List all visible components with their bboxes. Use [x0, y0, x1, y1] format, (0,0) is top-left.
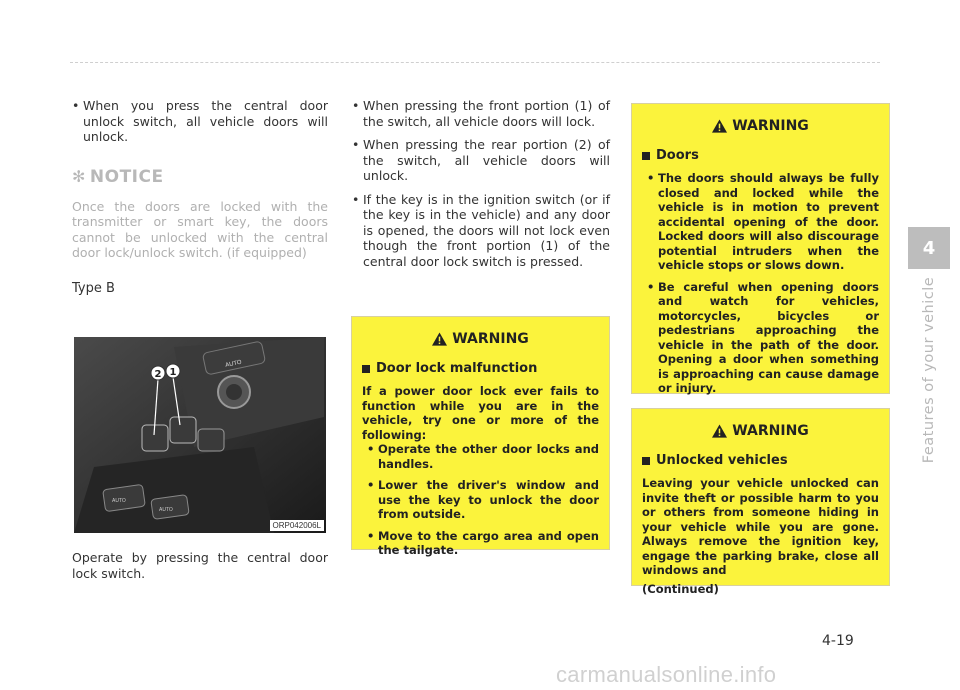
asterisk-icon: ✻ — [72, 166, 86, 186]
notice-title: NOTICE — [89, 166, 164, 187]
chapter-title-text: Features of your vehicle — [921, 276, 937, 464]
door-switch-photo — [74, 337, 326, 533]
watermark: carmanualsonline.info — [556, 662, 777, 687]
page-number: 4-19 — [822, 633, 854, 649]
image-code: ORP042006L — [270, 520, 324, 531]
warning-triangle-icon — [712, 424, 727, 438]
type-label: Type B — [72, 280, 115, 296]
warning-body: Leaving your vehicle unlocked can invite theft or possible harm to you or others from someone hiding in your vehicle while you are gone. Always remove the ignition key, engage the parking brake, close all windows and — [642, 476, 879, 577]
chapter-title-vertical — [908, 276, 950, 464]
chapter-number-badge: 4 — [908, 227, 950, 269]
warning-bullet: • Be careful when opening doors and watch for vehicles, motorcycles, bicycles or pedestrians approaching the vehicle in the path of the door. Opening a door when something is approaching can cause damage or injury. — [642, 280, 879, 396]
photo-caption: Operate by pressing the central door lock switch. — [72, 550, 328, 581]
warning-subtitle-text: Doors — [656, 148, 699, 163]
warning-bullets — [642, 171, 879, 396]
notice-text: Once the doors are locked with the transmitter or smart key, the doors cannot be unlocked with the central door lock/unlock switch. (if equipped) — [72, 198, 328, 260]
square-bullet-icon — [642, 457, 650, 465]
warning-bullet: • Operate the other door locks and handles. — [362, 442, 599, 471]
bullet-key-in-ignition: • If the key is in the ignition switch (or if the key is in the vehicle) and any door is opened, the doors will not lock even though the front portion (1) of the central door lock switch is pressed. — [352, 192, 610, 270]
svg-text:AUTO: AUTO — [159, 507, 173, 513]
warning-box-door-lock-malfunction — [351, 316, 610, 557]
bullet-front-portion: • When pressing the front portion (1) of the switch, all vehicle doors will lock. — [352, 98, 610, 129]
warning-bullet: • The doors should always be fully closed and locked while the vehicle is in motion to prevent accidental opening of the door. Locked doors will also discourage potential intruders when the vehicle stops or slows down. — [642, 171, 879, 273]
warning-bullet: • Lower the driver's window and use the key to unlock the door from outside. — [362, 478, 599, 522]
bullet-rear-portion: • When pressing the rear portion (2) of the switch, all vehicle doors will unlock. — [352, 137, 610, 184]
warning-triangle-icon — [712, 119, 727, 133]
warning-subtitle-text: Unlocked vehicles — [656, 453, 788, 468]
top-divider — [70, 62, 880, 63]
notice-heading — [72, 167, 328, 187]
warning-box-doors — [631, 103, 890, 394]
warning-heading — [642, 423, 879, 439]
warning-title: WARNING — [732, 423, 809, 439]
warning-box-unlocked-vehicles — [631, 408, 890, 596]
svg-text:AUTO: AUTO — [224, 359, 243, 369]
warning-bullet: • Move to the cargo area and open the tailgate. — [362, 529, 599, 558]
warning-subtitle — [642, 453, 879, 468]
warning-subtitle — [642, 148, 879, 163]
square-bullet-icon — [362, 365, 370, 373]
door-panel-illustration — [74, 337, 326, 533]
warning-title: WARNING — [452, 331, 529, 347]
square-bullet-icon — [642, 152, 650, 160]
warning-title: WARNING — [732, 118, 809, 134]
callout-1-label: 1 — [169, 367, 177, 378]
warning-triangle-icon — [432, 332, 447, 346]
callout-2-label: 2 — [154, 369, 162, 380]
warning-heading — [642, 118, 879, 134]
bullet-unlock-switch: • When you press the central door unlock switch, all vehicle doors will unlock. — [72, 98, 328, 145]
warning-subtitle — [362, 361, 599, 376]
warning-subtitle-text: Door lock malfunction — [376, 361, 538, 376]
warning-heading — [362, 331, 599, 347]
column-left — [72, 98, 328, 296]
continued-label: (Continued) — [642, 581, 719, 596]
warning-intro: If a power door lock ever fails to function while you are in the vehicle, try one or more of the following: — [362, 384, 599, 442]
column-middle — [352, 98, 610, 277]
svg-text:AUTO: AUTO — [112, 498, 126, 504]
